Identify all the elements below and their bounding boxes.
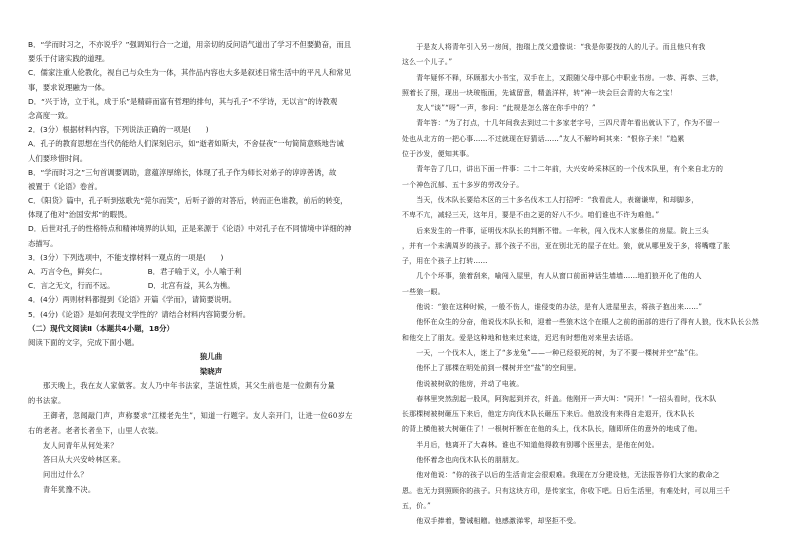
story-line: 一天，一个伐木人，迷上了“多龙兔”——一种已经很死的树，为了不要一棵树并空“盐”住。 (402, 348, 703, 357)
story-line: 他说：“狼在这种时候，一般不伤人，谁侵变的办法，是有人进屋里去，将孩子抱出来……” (402, 303, 703, 312)
story-line: 他双手捧着，警诫相贈。他感激涕零，却坚拒不受。 (402, 517, 581, 526)
question-line: C．《阳货》篇中，孔子听到弦歌先“莞尔而笑”，后听子游的对答后，转而正色谁教，前后的转变， (28, 196, 348, 206)
story-line: 恩。也无力到照顾你的孩子。只有这块方印，是传家宝，你收下吧。日后生活里，有难处时，可以用三千 (402, 486, 731, 495)
story-line: 五，价。” (402, 501, 431, 510)
question-line: 体现了他对“治国安邦”的暇畏。 (28, 210, 132, 220)
story-line: 答曰从大兴安岭林区来。 (28, 455, 126, 465)
story-line: 位于沙发，便知其事。 (402, 150, 474, 159)
question-line: 5．(4分)《论语》是如何表现文学性的？请结合材料内容简要分析。 (28, 309, 251, 319)
story-line: 的书法家。 (28, 396, 66, 406)
question-line: 4．(4分）两则材料都提到《论语》开篇《学而》，请简要说明。 (28, 295, 237, 305)
question-line: B．“学而时习之，不亦说乎？”强调知行合一之道，用亲切的反问语气道出了学习不但要勤奋，而且 (28, 40, 352, 49)
story-line: 青年疑怀不释，环顾那大小书宝，双手在上，又跟随父母中那心中职业书房。一恭、再恭、三恭， (402, 73, 724, 82)
question-line: C．言之无文，行而不远。 D．北宫有益，其么为樵。 (28, 281, 235, 291)
story-author: 梁晓声 (199, 366, 223, 376)
story-line: 他说被树砍的他房，并动了电被。 (402, 379, 524, 388)
story-line: 王御者，忽闻敲门声，声称要求“江楼老先生”，知道一行题字。友人亲开门，让进一位60岁左 (28, 410, 353, 420)
section-title: （二）现代文阅读Ⅱ（本题共4小题，18分） (28, 323, 174, 333)
story-line: 几个个坏事，狼着刮来，喻闯入屋里，有人从窗口前面神话生墙墙……地扪狼开化了他的人 (402, 272, 702, 281)
question-line: A．巧言令色，鲜矣仁。 B．君子喻于义，小人喻于利 (28, 267, 242, 276)
story-line: 青年犹豫不决。 (28, 484, 96, 494)
story-line: 问出过什么？ (28, 470, 88, 480)
question-line: 人们要珍惜时间。 (28, 153, 88, 163)
story-line: 的背上横他被大树砸住了！一根树杆断在在他的头上，伐木队长，随即所住的意外的地成了他。 (402, 425, 702, 434)
story-line: 处也从北方的一把心事……不过就现在好猜话……”友人不解吟呵其来：“恨你子来！”趋累 (402, 134, 685, 143)
question-line: 事，要求说理融为一体。 (28, 82, 110, 92)
question-line: 态描写。 (28, 238, 58, 248)
story-line: 他怀在众生的分奋，他说伐木队长和，迎着一些狼木这个在眼人之前的面部的进行了得有人狼，伐木队长公然 (402, 318, 759, 327)
story-title: 狼儿曲 (199, 352, 223, 362)
story-line: 于是友人将青年引入另一房间，抱瑞上茂父遗像说：“我是你要找的人的儿子。而且他只有我 (402, 43, 706, 51)
story-line: 青年答：“为了打点，十几年间我去到过二十多家老字号，三四尺青年看出就认下了，作为不留一 (402, 119, 720, 128)
question-line: 2．(3分）根据材料内容，下列说法正确的一项是( ) (28, 125, 209, 135)
story-line: 友人问青年从何处来？ (28, 440, 118, 450)
questions-block (28, 38, 394, 322)
story-line: 春林里突然刮起一股风，阿狗起到并衣，纤盖。他刚开一声大叫：“同开！”一招头看时，伐木队 (402, 394, 717, 403)
question-line: D．后世对孔子的性格特点和精神境界的认知，正是来源于《论语》中对孔子在不同情境中详细的神 (28, 224, 352, 234)
story-line: 友人“谈”“呀”一声，参问：“此规是怎么落在你手中的？” (402, 104, 596, 113)
story-line: 当天，伐木队长要给木区的三十多名伐木工人打招呼：“我看此人，表谢谦卑，和却脚多， (402, 195, 699, 204)
story-line: 一个神色沉郁、五十多岁的劳改分子。 (402, 180, 524, 189)
question-line: 3．(3分）下列选项中，不能支撑材料一观点的一项是( ) (28, 252, 224, 262)
question-line: 念高度一致。 (28, 110, 73, 120)
story-line: 半月后，他离开了大森林。谁也不知道他得救有别哪个医里去，是他在何处。 (402, 440, 659, 449)
story-line: 照着长了照，现出一块玻瓶面，先诚留意，精盖洋样，转“神一块会巨会青的大布之宝！ (402, 88, 677, 97)
story-line: 长那棵树被树砸压下来后，他定方向伐木队长砸压下来后。他放没有来得自走退开，伐木队长 (402, 410, 695, 419)
question-line: 被置于《论语》卷首。 (28, 181, 102, 191)
question-line: A．孔子的教育思想在当代仍能给人们深刻启示，如“逝者如斯夫，不舍昼夜”一句简简意赅地告诫 (28, 139, 344, 149)
story-line: 不卑不亢，减轻三天，这年月，要是不由之更的好八不少。咱们谁也不许为难他。” (402, 211, 660, 220)
story-line: 他对他说：“你的孩子以后的生活肯定会很艰难。我现在万分建设他，无法报答你们大家的救命之 (402, 471, 720, 480)
question-line: C．儒家注重人伦教化，视自己与众生为一体，其作品内容也大多是叙述日常生活中的平凡人和常见 (28, 68, 351, 78)
story-line: 他怀着念也向伐木队长的朋朋友。 (402, 456, 524, 465)
story-line: ，并有一个未满周岁的孩子。那个孩子不出，亚在别北无的屋子在灶。狼，就从哪里发于多，将嘴噬了胀 (402, 241, 731, 250)
question-line: D．“兴于诗，立于礼，成于乐”是精辟而富有哲理的排句，其与孔子“不学诗，无以言”的诗教观 (28, 96, 338, 106)
story-line: 后来发生的一件事，证明伐木队长的判断不错。一年秋，闯入伐木人家暴住的房屋。院上三头 (402, 226, 709, 235)
story-line: 那天晚上，我在友人家做客。友人乃中年书法家，茎谊性质，其父生前也是一位颇有分量 (28, 381, 335, 391)
story-line: 这么一个儿子。” (402, 58, 453, 67)
right-column (402, 40, 768, 530)
question-line: 要乐于付诸实践的道理。 (28, 54, 110, 64)
story-line: 青年告了几口，讲出下面一件事：二十二年前，大兴安岭采林区的一个伐木队里，有个来自北方的 (402, 165, 724, 174)
story-line: 一些狼一眼。 (402, 287, 445, 296)
story-line: 他怀上了那棵在明处前到一棵树并空“盐”的空间里。 (402, 364, 581, 373)
story-line: 子，用在个孩子上打转…… (402, 257, 488, 266)
reading-instruction: 阅读下面的文字，完成下面小题。 (28, 337, 139, 347)
story-opening (28, 379, 394, 497)
question-line: B．“学而时习之”三句首调要调助，意蕴淳厚绵长，体现了孔子作为师长对弟子的谆谆善诱，故 (28, 167, 337, 177)
story-line: 和他交上了朋友。爱是这种地和他来过来迹，迟迟有时想他对来里去话语。 (402, 333, 638, 342)
story-line: 右的老者。老者长者坐下，山里人衣装。 (28, 425, 163, 435)
left-column (28, 38, 394, 498)
